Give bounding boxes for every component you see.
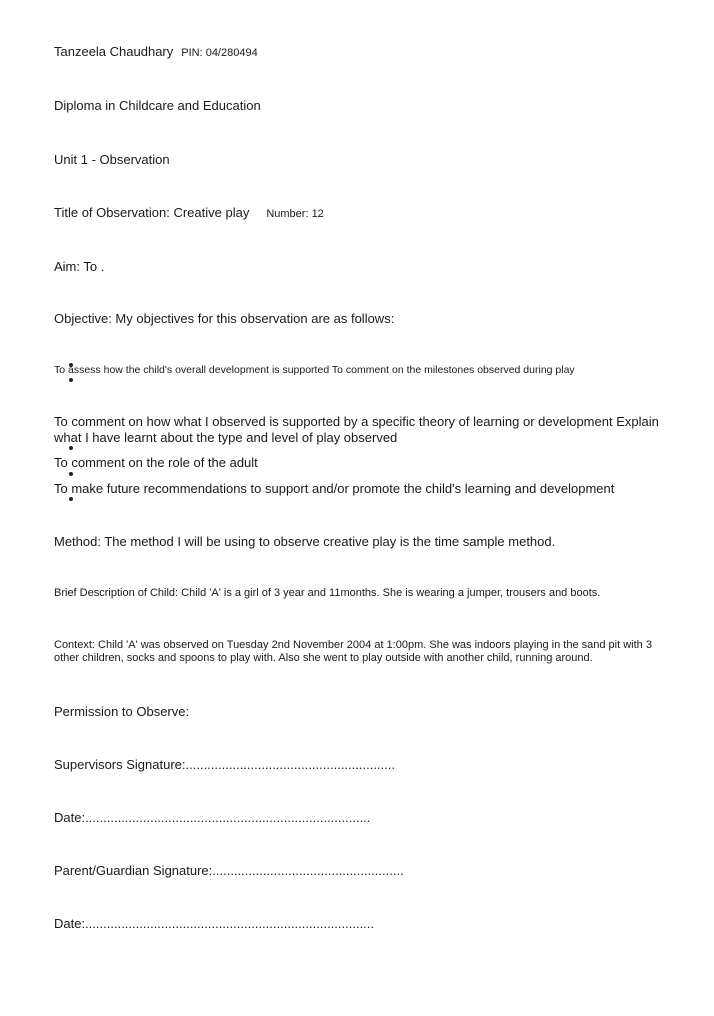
- observation-title: Title of Observation: Creative play: [54, 205, 250, 220]
- objective-item: To make future recommendations to support and/or promote the child's learning and development: [54, 481, 615, 496]
- objective-item: To comment on the role of the adult: [54, 455, 258, 470]
- course-title: Diploma in Childcare and Education: [54, 98, 261, 113]
- bullet-icon: [69, 497, 73, 501]
- permission-heading: Permission to Observe:: [54, 704, 190, 719]
- unit-title: Unit 1 - Observation: [54, 152, 170, 167]
- supervisor-signature-line: Supervisors Signature:..........................................................: [54, 757, 395, 772]
- bullet-icon: [69, 446, 73, 450]
- context-text: Context: Child 'A' was observed on Tuesday 2nd November 2004 at 1:00pm. She was indoors playing in the sand pit with 3 other children, socks and spoons to play with. Also she went to play outside with another child, running around.: [54, 639, 652, 664]
- parent-signature-line: Parent/Guardian Signature:.....................................................: [54, 863, 404, 878]
- student-name-line: [54, 44, 258, 60]
- student-name: Tanzeela Chaudhary: [54, 44, 174, 59]
- date-line-parent: Date:................................................................................: [54, 916, 375, 931]
- method-text: Method: The method I will be using to observe creative play is the time sample method.: [54, 534, 556, 549]
- aim-text: Aim: To .: [54, 259, 105, 274]
- observation-title-line: [54, 205, 324, 221]
- observation-number: Number: 12: [266, 208, 324, 220]
- bullet-icon: [69, 378, 73, 382]
- brief-description: Brief Description of Child: Child 'A' is a girl of 3 year and 11months. She is wearing a jumper, trousers and boots.: [54, 587, 601, 599]
- pin-number: PIN: 04/280494: [181, 47, 258, 59]
- objective-heading: Objective: My objectives for this observation are as follows:: [54, 311, 395, 326]
- objective-item: To assess how the child's overall development is supported To comment on the milestones observed during play: [54, 364, 575, 376]
- bullet-icon: [69, 472, 73, 476]
- objective-item: To comment on how what I observed is supported by a specific theory of learning or development Explain what I have learnt about the type and level of play observed: [54, 414, 659, 445]
- date-line-supervisor: Date:...............................................................................: [54, 810, 371, 825]
